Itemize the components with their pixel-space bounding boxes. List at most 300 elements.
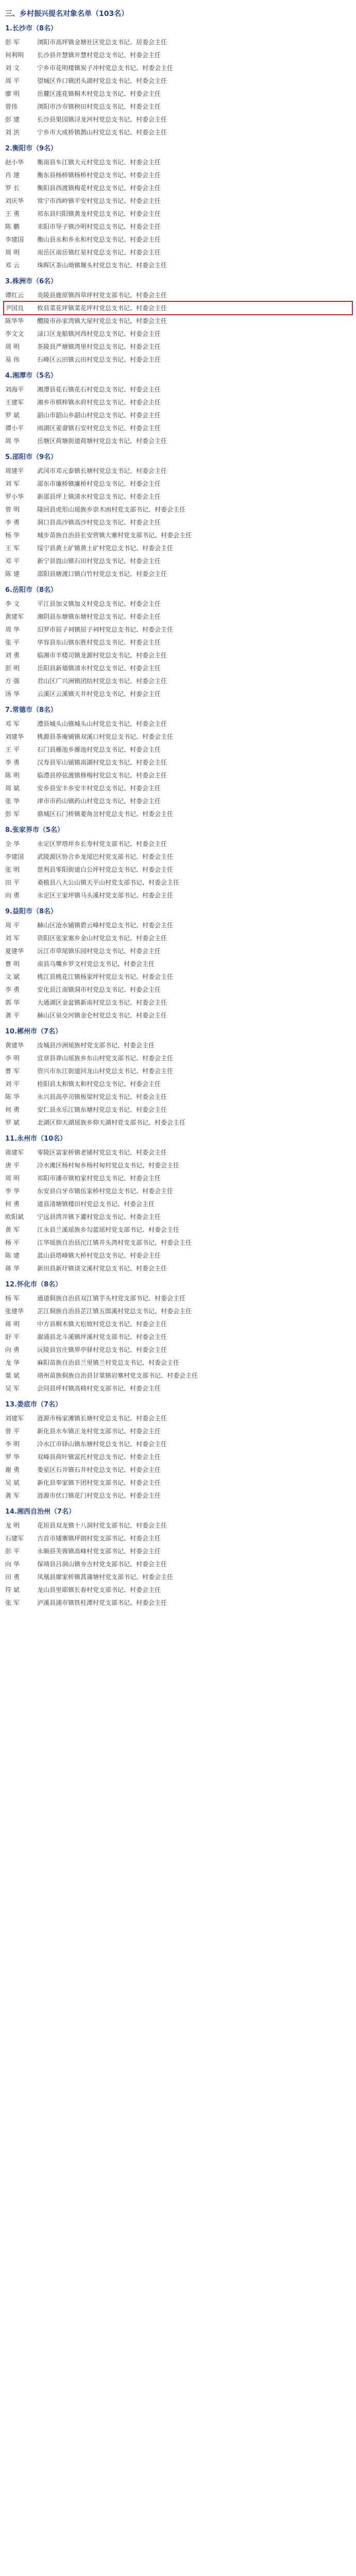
group-title: 9.益阳市（8名） (5, 908, 58, 916)
nominee-name: 向 勇 (5, 1346, 20, 1353)
nominee-name: 王 勇 (5, 210, 20, 217)
nominee-title: 石峰区云田镇云田村党总支书记、村委会主任 (37, 356, 161, 363)
nominee-title: 道县清塘镇楼田村党总支书记、村委会主任 (37, 1200, 155, 1208)
nominee-name: 李建国 (5, 236, 24, 243)
nominee-name: 谭红云 (5, 292, 24, 299)
nominee-name: 彭 军 (5, 810, 20, 818)
nominee-name: 邓 云 (5, 262, 20, 269)
nominee-title: 汉寿县军山铺镇南湖村党总支书记、村委会主任 (37, 759, 167, 766)
nominee-entry (5, 1546, 351, 1556)
nominee-entry (5, 234, 351, 245)
nominee-entry (5, 663, 351, 673)
nominee-name: 彭 军 (5, 39, 20, 46)
nominee-entry (5, 1147, 351, 1158)
nominee-title: 新化县水车镇正龙村党支部书记、村委会主任 (37, 1428, 161, 1435)
nominee-name: 符 斌 (5, 1586, 20, 1594)
nominee-entry (5, 933, 351, 943)
nominee-name: 欧阳斌 (5, 1213, 24, 1221)
nominee-entry (5, 290, 351, 300)
nominee-title: 赫山区沧水铺镇碧云峰村党总支书记、村委会主任 (37, 922, 174, 929)
nominee-name: 王 平 (5, 746, 20, 753)
nominee-title: 资阳区张家塞乡金山村党总支书记、村委会主任 (37, 935, 167, 942)
nominee-name: 刘庆华 (5, 197, 24, 205)
nominee-name: 张 明 (5, 866, 20, 873)
nominee-title: 临澧县停弦渡镇修梅村党总支书记、村委会主任 (37, 772, 167, 779)
city-group (5, 371, 351, 446)
group-title: 13.娄底市（7名） (5, 1401, 62, 1409)
nominee-name: 张 军 (5, 1599, 20, 1606)
nominee-title: 赫山区泉交河镇金仑村党总支书记、村委会主任 (37, 1012, 167, 1019)
nominee-title: 宜章县莽山瑶族乡东山村党支部书记、村委会主任 (37, 1055, 174, 1062)
nominee-title: 宁乡市花明楼镇炭子冲村党总支书记、村委会主任 (37, 64, 174, 72)
nominee-title: 安乡县安丰乡安丰村党总支书记、村委会主任 (37, 785, 161, 792)
nominee-entry (5, 1465, 351, 1475)
nominee-entry (5, 1426, 351, 1436)
nominee-name: 曾 明 (5, 506, 20, 513)
nominee-entry (5, 1358, 351, 1368)
nominee-entry (5, 959, 351, 969)
nominee-title: 新宁县崀山镇石田村党总支书记、村委会主任 (37, 557, 161, 565)
nominee-name: 周 华 (5, 437, 20, 445)
nominee-name: 王 军 (5, 545, 20, 552)
nominee-name: 彭 明 (5, 665, 20, 672)
nominee-entry (5, 890, 351, 901)
nominee-entry (5, 384, 351, 395)
nominee-entry (5, 1092, 351, 1102)
nominee-entry (5, 1439, 351, 1449)
nominee-title: 花垣县双龙镇十八洞村党支部书记、村委会主任 (37, 1522, 167, 1529)
nominee-entry (5, 770, 351, 781)
nominee-name: 吴 军 (5, 1385, 20, 1392)
nominee-name: 蒋 华 (5, 1265, 20, 1272)
nominee-entry (5, 1160, 351, 1171)
nominee-entry (5, 492, 351, 502)
nominee-entry (5, 783, 351, 793)
nominee-name: 陈 明 (5, 772, 20, 779)
nominee-entry (5, 732, 351, 742)
section-title: 三、乡村振兴提名对象名单（103名） (5, 10, 129, 18)
group-title: 7.常德市（8名） (5, 706, 58, 714)
nominee-entry (5, 1250, 351, 1261)
nominee-name: 王建军 (5, 399, 24, 406)
nominee-entry (5, 410, 351, 420)
nominee-title: 安化县江南镇洞市村党总支书记、村委会主任 (37, 986, 161, 993)
nominee-entry (5, 809, 351, 819)
nominee-entry (5, 1572, 351, 1582)
nominee-name: 刘建华 (5, 733, 24, 740)
nominee-name: 李 勇 (5, 519, 20, 526)
nominee-entry (5, 839, 351, 849)
group-title: 6.岳阳市（8名） (5, 586, 58, 594)
city-group (5, 1400, 351, 1501)
nominee-name: 夏建华 (5, 947, 24, 955)
nominee-name: 龙 明 (5, 1522, 20, 1529)
nominee-title: 南县乌嘴乡罗文村党总支书记、村委会主任 (37, 960, 155, 968)
nominee-name: 郭 华 (5, 999, 20, 1006)
nominee-entry (5, 466, 351, 476)
nominee-entry (5, 530, 351, 540)
nominee-title: 城步苗族自治县长安营镇大寨村党支部书记、村委会主任 (37, 532, 192, 539)
nominee-title: 邵东市廉桥镇廉桥村党总支书记、村委会主任 (37, 480, 161, 487)
nominee-title: 冷水滩区杨村甸乡杨村甸村党总支书记、村委会主任 (37, 1162, 180, 1169)
group-title: 3.株洲市（6名） (5, 278, 58, 285)
nominee-entry (5, 157, 351, 167)
nominee-entry (5, 127, 351, 138)
nominee-title: 祁阳市潘市镇柏家村党总支书记、村委会主任 (37, 1175, 161, 1182)
nominee-name: 汤 华 (5, 690, 20, 698)
nominee-title: 大通湖区金盆镇新南村党总支书记、村委会主任 (37, 999, 167, 1006)
nominee-name: 谢 勇 (5, 1466, 20, 1473)
nominee-name: 田 平 (5, 879, 20, 886)
nominee-title: 衡阳县西渡镇梅花村党总支书记、村委会主任 (37, 184, 161, 192)
nominee-entry (5, 354, 351, 365)
nominee-entry (5, 920, 351, 930)
nominee-entry (5, 479, 351, 489)
nominee-name: 李建国 (5, 853, 24, 860)
nominee-title: 凤凰县廖家桥镇菖蒲塘村党支部书记、村委会主任 (37, 1573, 174, 1581)
nominee-title: 韶山市韶山乡韶山村党总支书记、村委会主任 (37, 412, 161, 419)
nominee-entry (5, 1332, 351, 1342)
nominee-entry (5, 101, 351, 112)
nominee-title: 芷江侗族自治县芷江镇五郎溪村党总支书记、村委会主任 (37, 1308, 192, 1315)
nominee-entry (5, 1053, 351, 1063)
nominee-name: 易 伟 (5, 356, 20, 363)
nominee-title: 安仁县永乐江镇东塘村党总支书记、村委会主任 (37, 1106, 167, 1113)
nominee-name: 杨 平 (5, 1239, 20, 1246)
nominee-title: 永顺县芙蓉镇高峰村党支部书记、村委会主任 (37, 1548, 161, 1555)
nominee-name: 陈华华 (5, 317, 24, 325)
city-group (5, 24, 351, 138)
nominee-entry (5, 1413, 351, 1423)
nominee-entry (5, 63, 351, 73)
city-group (5, 825, 351, 901)
nominee-title: 衡南县车江镇大元村党总支书记、村委会主任 (37, 159, 161, 166)
nominee-entry (5, 1186, 351, 1196)
nominee-name: 曹 明 (5, 960, 20, 968)
nominee-title: 渌口区龙船镇河西村党总支书记、村委会主任 (37, 330, 161, 337)
nominee-entry (5, 1490, 351, 1501)
nominee-entry (5, 1117, 351, 1128)
nominee-entry (5, 1452, 351, 1462)
nominee-title: 武陵源区协合乡龙尾巴村党支部书记、村委会主任 (37, 853, 174, 860)
nominee-entry (5, 877, 351, 888)
nominee-name: 文 斌 (5, 973, 20, 980)
nominee-title: 蓝山县塔峰镇大桥村党总支书记、村委会主任 (37, 1252, 161, 1259)
nominee-name: 罗 长 (5, 184, 20, 192)
nominee-title: 涟源市伏口镇花门村党总支书记、村委会主任 (37, 1492, 161, 1499)
nominee-entry (5, 1105, 351, 1115)
nominee-name: 李 勇 (5, 759, 20, 766)
nominee-name: 田 勇 (5, 1573, 20, 1581)
nominee-entry (5, 556, 351, 566)
nominee-entry (5, 436, 351, 446)
nominee-entry (5, 946, 351, 956)
nominee-entry (5, 316, 351, 326)
group-title: 1.长沙市（8名） (5, 25, 58, 32)
nominee-entry (5, 1238, 351, 1248)
nominee-entry (5, 37, 351, 47)
nominee-name: 龙 华 (5, 1359, 20, 1366)
nominee-title: 绥宁县黄土矿镇黄土矿村党总支书记、村委会主任 (37, 545, 174, 552)
nominee-entry (5, 1040, 351, 1050)
nominee-title: 宁乡市大成桥镇鹊山村党总支书记、村委会主任 (37, 129, 167, 136)
nominee-title: 望城区乔口镇团头湖村党总支书记、村委会主任 (37, 77, 167, 84)
nominee-entry (5, 517, 351, 528)
nominee-name: 刘 文 (5, 64, 20, 72)
nominee-title: 攸县菜花坪镇菜花坪村党总支书记、村委会主任 (37, 304, 167, 312)
nominee-title: 澧县城头山镇城头山村党总支书记、村委会主任 (37, 720, 167, 727)
city-group (5, 1027, 351, 1128)
nominee-name: 周 明 (5, 1175, 20, 1182)
nominee-name: 舒 平 (5, 1333, 20, 1341)
nominee-title: 祁东县归阳镇黄龙村党总支书记、村委会主任 (37, 210, 161, 217)
nominee-entry (5, 1263, 351, 1274)
city-group (5, 907, 351, 1021)
nominee-title: 永定区王家坪镇马头溪村党支部书记、村委会主任 (37, 892, 174, 899)
group-title: 10.郴州市（7名） (5, 1028, 62, 1036)
nominee-name: 向 勇 (5, 892, 20, 899)
nominee-title: 炎陵县鹿原镇西草坪村党支部书记、村委会主任 (37, 292, 167, 299)
nominee-entry (5, 569, 351, 579)
nominee-entry (5, 423, 351, 433)
city-group (5, 585, 351, 699)
group-title: 2.衡阳市（9名） (5, 145, 58, 152)
nominee-title: 岳塘区荷塘街道荷塘村党总支书记、村委会主任 (37, 437, 167, 445)
nominee-entry (5, 1370, 351, 1381)
nominee-title: 沅江市草尾镇乐园村党总支书记、村委会主任 (37, 947, 161, 955)
nominee-title: 桂阳县太和镇太和村党总支书记、村委会主任 (37, 1080, 161, 1088)
nominee-title: 汝城县沙洲瑶族村党支部书记、村委会主任 (37, 1042, 155, 1049)
nominee-title: 北湖区仰天湖瑶族乡仰天湖村党支部书记、村委会主任 (37, 1119, 186, 1126)
nominee-entry (5, 397, 351, 408)
nominee-name: 李 华 (5, 1188, 20, 1195)
group-title: 12.怀化市（8名） (5, 1281, 62, 1289)
nominee-title: 永兴县高亭司镇板梁村党总支书记、村委会主任 (37, 1093, 167, 1100)
city-group (5, 1507, 351, 1608)
nominee-name: 龚 军 (5, 1492, 20, 1499)
nominee-entry (5, 50, 351, 60)
nominee-name: 蒋 明 (5, 1320, 20, 1328)
nominee-entry (5, 997, 351, 1008)
nominee-entry (5, 1559, 351, 1569)
nominee-name: 彭 建 (5, 116, 20, 123)
nominee-name: 刘 洪 (5, 129, 20, 136)
nominee-title: 洞口县高沙镇高沙村党总支书记、村委会主任 (37, 519, 161, 526)
nominee-entry (5, 1212, 351, 1222)
nominee-entry (5, 624, 351, 635)
nominee-name: 邓 平 (5, 557, 20, 565)
nominee-entry (5, 1079, 351, 1089)
nominee-name: 刘 军 (5, 935, 20, 942)
nominee-title: 湘阴县东塘镇东塘村党总支书记、村委会主任 (37, 613, 161, 620)
nominee-title: 桑植县八大公山镇天平山村党支部书记、村委会主任 (37, 879, 180, 886)
nominee-name: 黄建军 (5, 613, 24, 620)
nominee-entry (5, 1585, 351, 1595)
nominee-title: 新邵县坪上镇清水村党总支书记、村委会主任 (37, 493, 161, 500)
nominee-name: 曹 军 (5, 1067, 20, 1075)
nominee-name: 方 强 (5, 677, 20, 685)
highlighted-entry (5, 303, 351, 313)
nominee-entry (5, 985, 351, 995)
nominee-name: 何 勇 (5, 1200, 20, 1208)
nominee-entry (5, 1199, 351, 1209)
nominee-title: 津市市药山镇药山村党总支书记、村委会主任 (37, 798, 161, 805)
nominee-entry (5, 744, 351, 755)
nominee-title: 邵阳县塘渡口镇白竹村党总支书记、村委会主任 (37, 570, 167, 578)
nominee-title: 华容县东山镇东胜村党总支书记、村委会主任 (37, 639, 161, 646)
group-list (5, 24, 351, 1608)
nominee-entry (5, 719, 351, 729)
nominee-title: 隆回县虎形山瑶族乡崇木凼村党支部书记、村委会主任 (37, 506, 186, 513)
nominee-name: 李文文 (5, 330, 24, 337)
nominee-entry (5, 76, 351, 86)
nominee-entry (5, 1066, 351, 1076)
nominee-name: 蒋建军 (5, 1149, 24, 1156)
nominee-entry (5, 1383, 351, 1394)
nominee-name: 龚 平 (5, 1012, 20, 1019)
nominee-name: 刘 平 (5, 1080, 20, 1088)
nominee-name: 周 平 (5, 922, 20, 929)
nominee-entry (5, 637, 351, 648)
nominee-entry (5, 612, 351, 622)
nominee-title: 泸溪县浦市镇铁柱潭村党支部书记、村委会主任 (37, 1599, 167, 1606)
nominee-name: 周 平 (5, 77, 20, 84)
nominee-title: 石门县雁池乡雁池村党总支书记、村委会主任 (37, 746, 161, 753)
city-group (5, 144, 351, 270)
nominee-name: 陈 鹏 (5, 223, 20, 230)
nominee-name: 张 华 (5, 798, 20, 805)
city-group (5, 705, 351, 819)
nominee-title: 靖州苗族侗族自治县甘棠镇岩寨村党支部书记、村委会主任 (37, 1372, 198, 1379)
nominee-name: 石建军 (5, 1535, 24, 1542)
nominee-entry (5, 1520, 351, 1531)
nominee-name: 周 斌 (5, 785, 20, 792)
nominee-entry (5, 342, 351, 352)
nominee-name: 何利明 (5, 52, 24, 59)
nominee-title: 零陵区富家桥镇老铺村党总支书记、村委会主任 (37, 1149, 167, 1156)
nominee-title: 新田县新圩镇谈文溪村党总支书记、村委会主任 (37, 1265, 167, 1272)
nominee-title: 岳麓区莲花镇桐木村党总支书记、村委会主任 (37, 90, 161, 97)
nominee-name: 廖 明 (5, 90, 20, 97)
nominee-entry (5, 1319, 351, 1329)
nominee-entry (5, 757, 351, 768)
group-title: 14.湘西自治州（7名） (5, 1508, 76, 1516)
nominee-title: 冷水江市铎山镇东塘村党总支书记、村委会主任 (37, 1440, 167, 1448)
nominee-name: 罗 斌 (5, 412, 20, 419)
nominee-entry (5, 247, 351, 258)
nominee-title: 东安县白牙市镇伍家桥村党总支书记、村委会主任 (37, 1188, 174, 1195)
nominee-title: 岳阳县新墙镇清水村党总支书记、村委会主任 (37, 665, 161, 672)
nominee-name: 杨 军 (5, 1295, 20, 1302)
nominee-title: 临湘市羊楼司镇龙源村党总支书记、村委会主任 (37, 652, 167, 659)
city-group (5, 452, 351, 579)
nominee-title: 永定区罗塔坪乡长寿村党支部书记、村委会主任 (37, 840, 167, 848)
nominee-title: 通道侗族自治县双江镇芋头村党支部书记、村委会主任 (37, 1295, 186, 1302)
nominee-name: 李 文 (5, 600, 20, 607)
nominee-name: 刘海平 (5, 386, 24, 393)
nominee-entry (5, 676, 351, 686)
nominee-title: 醴陵市孙家湾镇大屋村党总支书记、村委会主任 (37, 317, 167, 325)
nominee-name: 陈 建 (5, 570, 20, 578)
nominee-entry (5, 260, 351, 270)
nominee-title: 会同县坪村镇高椅村党支部书记、村委会主任 (37, 1385, 161, 1392)
nominee-title: 衡东县杨桥镇杨桥村党总支书记、村委会主任 (37, 172, 161, 179)
nominee-name: 罗小华 (5, 493, 24, 500)
nominee-name: 曾 平 (5, 1428, 20, 1435)
nominee-name: 陈 华 (5, 1093, 20, 1100)
nominee-title: 龙山县里耶镇长春村党支部书记、村委会主任 (37, 1586, 161, 1594)
nominee-entry (5, 170, 351, 180)
nominee-entry (5, 865, 351, 875)
nominee-entry (5, 650, 351, 660)
nominee-title: 双峰县荷叶镇富托村党总支书记、村委会主任 (37, 1453, 161, 1461)
nominee-name: 罗 斌 (5, 1119, 20, 1126)
nominee-name: 刘 勇 (5, 652, 20, 659)
nominee-title: 湘乡市棋梓镇水府村党总支书记、村委会主任 (37, 399, 161, 406)
nominee-name: 张 平 (5, 639, 20, 646)
nominee-title: 湘潭县花石镇花石村党总支书记、村委会主任 (37, 386, 161, 393)
nominee-name: 尹国良 (5, 304, 24, 312)
nominee-title: 耒阳市导子镇沙明村党总支书记、村委会主任 (37, 223, 161, 230)
nominee-title: 中方县桐木镇大松坡村党总支书记、村委会主任 (37, 1320, 167, 1328)
nominee-entry (5, 1478, 351, 1488)
nominee-name: 粟 斌 (5, 1372, 20, 1379)
nominee-entry (5, 1225, 351, 1235)
nominee-title: 浏阳市高坪镇金塘社区党总支书记、居委会主任 (37, 39, 167, 46)
group-title: 5.邵阳市（9名） (5, 453, 58, 461)
nominee-title: 浏阳市沙市镇秧田村党总支书记、村委会主任 (37, 103, 161, 110)
nominee-entry (5, 1173, 351, 1183)
nominee-name: 张建华 (5, 1308, 24, 1315)
nominee-title: 溆浦县北斗溪镇坪溪村党支部书记、村委会主任 (37, 1333, 167, 1341)
nominee-name: 肖 建 (5, 172, 20, 179)
nominee-entry (5, 329, 351, 339)
nominee-entry (5, 599, 351, 609)
nominee-name: 全 华 (5, 840, 20, 848)
nominee-name: 彭 平 (5, 1548, 20, 1555)
nominee-entry (5, 1306, 351, 1316)
nominee-name: 罗 华 (5, 1453, 20, 1461)
nominee-entry (5, 852, 351, 862)
nominee-entry (5, 1010, 351, 1021)
nominee-name: 李 勇 (5, 986, 20, 993)
group-title: 4.湘潭市（5名） (5, 372, 58, 380)
nominee-entry (5, 1533, 351, 1544)
nominee-name: 邓 军 (5, 720, 20, 727)
nominee-name: 唐 平 (5, 1162, 20, 1169)
nominee-title: 茶陵县严塘镇湾里村党总支书记、村委会主任 (37, 343, 161, 350)
nominee-name: 李 明 (5, 1055, 20, 1062)
nominee-name: 周 明 (5, 249, 20, 256)
nominee-name: 谭小平 (5, 425, 24, 432)
nominee-name: 周 华 (5, 626, 20, 633)
nominee-title: 麻阳苗族自治县兰里镇兰村党总支书记、村委会主任 (37, 1359, 180, 1366)
group-title: 11.永州市（10名） (5, 1135, 67, 1143)
nominee-title: 衡山县永和乡永和村党总支书记、村委会主任 (37, 236, 161, 243)
nominee-name: 黄 军 (5, 1226, 20, 1233)
nominee-title: 娄星区石井镇石井村党总支书记、村委会主任 (37, 1466, 161, 1473)
nominee-name: 周建平 (5, 467, 24, 474)
nominee-title: 慈利县零阳街道白公坪村党总支书记、村委会主任 (37, 866, 174, 873)
group-title: 8.张家界市（5名） (5, 826, 64, 834)
nominee-name: 周 明 (5, 343, 20, 350)
nominee-name: 杨 华 (5, 532, 20, 539)
nominee-title: 长沙县开慧镇开慧村党总支书记、村委会主任 (37, 52, 161, 59)
nominee-entry (5, 1293, 351, 1303)
nominee-name: 曾伟 (5, 103, 18, 110)
nominee-name: 陈 建 (5, 1252, 20, 1259)
nominee-title: 桃源县茶庵铺镇双溪口村党总支书记、村委会主任 (37, 733, 174, 740)
